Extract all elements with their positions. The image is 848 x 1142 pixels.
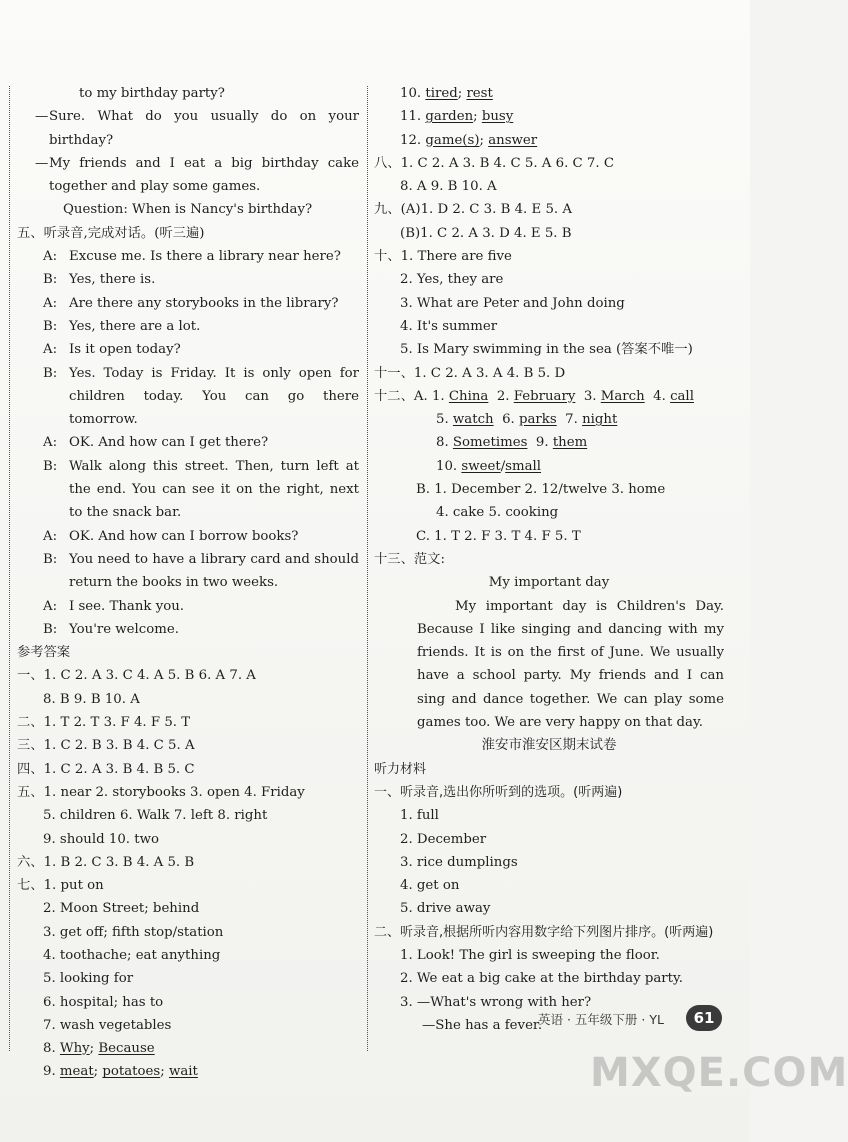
listening-list [374, 804, 724, 920]
answer-line: —She has a fever. [422, 1017, 543, 1033]
answer-line: 6. hospital; has to [43, 994, 164, 1010]
dialog-line: — Sure. What do you usually do on your birthday? [35, 109, 359, 148]
answer-line: 六、1. B 2. C 3. B 4. A 5. B [17, 854, 195, 870]
answer-line: 1. Look! The girl is sweeping the floor. [400, 947, 660, 963]
answer-line: 七、1. put on [17, 878, 104, 894]
answer-line: 1. full [400, 808, 439, 824]
answer-line: 8. Sometimes 9. them [436, 435, 588, 451]
answer-line: 十一、1. C 2. A 3. A 4. B 5. D [374, 365, 566, 381]
text-line: to my birthday party? [79, 86, 225, 101]
answer-line: 7. wash vegetables [43, 1017, 172, 1033]
answer-line: 八、1. C 2. A 3. B 4. C 5. A 6. C 7. C [374, 155, 615, 171]
answer-line: 一、1. C 2. A 3. C 4. A 5. B 6. A 7. A [17, 668, 256, 684]
section-title: 五、听录音,完成对话。(听三遍) [17, 225, 205, 241]
answer-line: 2. December [400, 831, 487, 847]
watermark: MXQE.COM [590, 1050, 848, 1096]
answer-line: 3. What are Peter and John doing [400, 295, 625, 311]
dialog-line: B: Walk along this street. Then, turn left at the end. You can see it on the right, next to the snack bar. [43, 458, 359, 521]
answer-line: 3. —What's wrong with her? [400, 994, 592, 1010]
exam-title: 淮安市淮安区期末试卷 [481, 737, 617, 754]
answer-line: 4. cake 5. cooking [436, 505, 559, 521]
answer-line: 3. get off; fifth stop/station [43, 924, 224, 940]
left-column [17, 82, 359, 1084]
footer-label: 英语 · 五年级下册 · YL [538, 1012, 664, 1027]
answer-line: 4. get on [400, 878, 460, 894]
answer-line: 十二、A. 1. China 2. February 3. March 4. call [374, 388, 694, 404]
answer-line: 8. A 9. B 10. A [400, 179, 497, 195]
answer-line: 4. toothache; eat anything [43, 947, 221, 963]
column-divider [367, 86, 368, 1051]
answer-line: 2. Moon Street; behind [43, 901, 200, 917]
essay-body: My important day is Children's Day. Because I like singing and dancing with my friends. It is on the first of June. We usually have a school party. My friends and I can sing and dance together. We can play some games too. We are very happy on that day. [417, 598, 724, 731]
answer-line: 3. rice dumplings [400, 854, 518, 870]
answer-line: 10. sweet/small [436, 458, 542, 474]
answer-line: 二、1. T 2. T 3. F 4. F 5. T [17, 715, 191, 731]
answer-line: 12. game(s); answer [400, 132, 538, 148]
dialog-line: B: You're welcome. [43, 621, 179, 637]
answer-line: 5. looking for [43, 971, 134, 987]
dialog-line: A: Excuse me. Is there a library near here? [43, 249, 341, 265]
answer-line: C. 1. T 2. F 3. T 4. F 5. T [416, 528, 581, 544]
answer-line: 十、1. There are five [374, 249, 512, 265]
answer-list [374, 268, 724, 361]
answer-line: 5. drive away [400, 901, 491, 917]
answer-line: 九、(A)1. D 2. C 3. B 4. E 5. A [374, 202, 572, 218]
dialog-line: B: Yes. Today is Friday. It is only open for children today. You can go there tomorrow. [43, 365, 359, 428]
dialog-line: A: Is it open today? [43, 342, 181, 358]
answer-list [17, 897, 359, 1037]
answer-line: 10. tired; rest [400, 86, 493, 101]
answer-line: (B)1. C 2. A 3. D 4. E 5. B [400, 225, 572, 241]
answer-line: 5. Is Mary swimming in the sea (答案不唯一) [400, 342, 693, 358]
dialog-line: A: OK. And how can I borrow books? [43, 528, 299, 544]
answer-line: 四、1. C 2. A 3. B 4. B 5. C [17, 761, 195, 777]
question-line: Question: When is Nancy's birthday? [63, 202, 313, 218]
answer-line: 4. It's summer [400, 318, 498, 334]
answer-line: 2. We eat a big cake at the birthday party. [400, 971, 683, 987]
answer-line: 三、1. C 2. B 3. B 4. C 5. A [17, 738, 195, 754]
dialog-line: A: OK. And how can I get there? [43, 435, 269, 451]
essay-title: My important day [488, 575, 610, 591]
right-column [374, 82, 724, 1037]
dialog-line: B: Yes, there is. [43, 272, 156, 288]
dialog-line: B: Yes, there are a lot. [43, 318, 201, 334]
dialog-line: A: Are there any storybooks in the library? [43, 295, 339, 311]
answer-line: 11. garden; busy [400, 109, 514, 125]
page-number: 61 [686, 1005, 722, 1031]
answer-line: 9. should 10. two [43, 831, 159, 847]
answer-line: 5. children 6. Walk 7. left 8. right [43, 808, 268, 824]
answer-line: 5. watch 6. parks 7. night [436, 412, 618, 428]
answers-title: 参考答案 [17, 645, 71, 661]
section-title: 二、听录音,根据所听内容用数字给下列图片排序。(听两遍) [374, 924, 714, 940]
left-margin-line [9, 86, 10, 1051]
answer-line: B. 1. December 2. 12/twelve 3. home [416, 482, 666, 498]
answer-line: 9. meat; potatoes; wait [43, 1064, 198, 1080]
dialog-line: — My friends and I eat a big birthday cake together and play some games. [35, 155, 359, 195]
dialog-line: B: You need to have a library card and should return the books in two weeks. [43, 551, 359, 591]
dialog-list [17, 245, 359, 641]
answer-line: 五、1. near 2. storybooks 3. open 4. Friday [17, 784, 305, 800]
answer-line: 8. B 9. B 10. A [43, 691, 140, 707]
answer-line: 2. Yes, they are [400, 272, 504, 288]
dialog-line: A: I see. Thank you. [43, 598, 185, 614]
section-title: 一、听录音,选出你所听到的选项。(听两遍) [374, 784, 623, 800]
answer-line: 8. Why; Because [43, 1041, 155, 1057]
listening-title: 听力材料 [374, 761, 427, 777]
answer-line: 十三、范文: [374, 551, 445, 567]
